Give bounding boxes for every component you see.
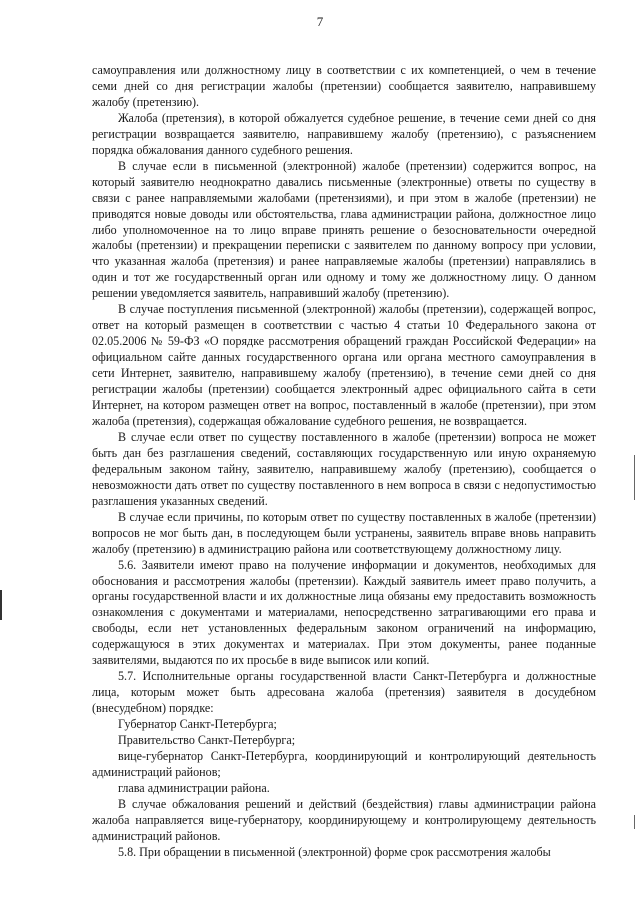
paragraph-secret-information: В случае если ответ по существу поставленного в жалобе (претензии) вопроса не может быть дан без разглашения сведений, составляющих государственную или иную охраняемую федеральным законом тайну, заявителю, направившему жалобу (претензию), сообщается о невозможности дать ответ по существу поставленного в нем вопроса в связи с недопустимостью разглашения указанных сведений. — [92, 429, 596, 508]
paragraph-court-decision: Жалоба (претензия), в которой обжалуется судебное решение, в течение семи дней со дня регистрации возвращается заявителю, направившему жалобу (претензию), с разъяснением порядка обжалования данного судебного решения. — [92, 110, 596, 157]
document-body — [92, 63, 596, 861]
list-item-vice-governor: вице-губернатор Санкт-Петербурга, координирующий и контролирующий деятельность администраций районов; — [92, 748, 596, 779]
list-item-government: Правительство Санкт-Петербурга; — [118, 733, 296, 748]
page-number: 7 — [316, 14, 324, 29]
paragraph-repeated-complaint: В случае если в письменной (электронной) жалобе (претензии) содержится вопрос, на который заявителю неоднократно давались письменные (электронные) ответы по существу в связи с ранее направляемыми жалобами (претензиями), и при этом в жалобе (претензии) не приводятся новые доводы или обстоятельства, глава администрации района, должностное лицо либо уполномоченное на то лицо вправе принять решение о безосновательности очередной жалобы (претензии) и прекращении переписки с заявителем по данному вопросу при условии, что указанная жалоба (претензия) и ранее направляемые жалобы (претензии) направлялись в один и тот же государственный орган или одному и тому же должностному лицу. О данном решении уведомляется заявитель, направивший жалобу (претензию). — [92, 158, 596, 301]
list-item-district-head: глава администрации района. — [118, 780, 270, 795]
paragraph-section-5-8: 5.8. При обращении в письменной (электронной) форме срок рассмотрения жалобы — [118, 844, 551, 859]
paragraph-reasons-eliminated: В случае если причины, по которым ответ по существу поставленных в жалобе (претензии) вопросов не мог быть дан, в последующем были устранены, заявитель вправе вновь направить жалобу (претензию) в администрацию района или соответствующему должностному лицу. — [92, 509, 596, 556]
paragraph-section-5-7: 5.7. Исполнительные органы государственной власти Санкт-Петербурга и должностные лица, которым может быть адресована жалоба (претензия) заявителя в досудебном (внесудебном) порядке: — [92, 669, 596, 716]
scan-margin-mark — [634, 455, 635, 500]
paragraph-continuation: самоуправления или должностному лицу в соответствии с их компетенцией, о чем в течение семи дней со дня регистрации жалобы (претензии) сообщается заявителю, направившему жалобу (претензию). — [92, 63, 596, 109]
scan-margin-mark — [634, 815, 635, 829]
paragraph-appeal-district-head: В случае обжалования решений и действий (бездействия) главы администрации района жалоба направляется вице-губернатору, координирующему и контролирующему деятельность администраций районов. — [92, 796, 596, 843]
scan-margin-mark — [0, 590, 2, 620]
paragraph-answer-published: В случае поступления письменной (электронной) жалобы (претензии), содержащей вопрос, ответ на который размещен в соответствии с частью 4 статьи 10 Федерального закона от 02.05.2006 № 59-ФЗ «О порядке рассмотрения обращений граждан Российской Федерации» на официальном сайте данных государственного органа или органа местного самоуправления в сети Интернет, заявителю, направившему жалобу (претензию), в течение семи дней со дня регистрации жалобы (претензии) сообщается электронный адрес официального сайта в сети Интернет, на котором размещен ответ на вопрос, поставленный в жалобе (претензии), при этом жалоба (претензия), содержащая обжалование судебного решения, не возвращается. — [92, 302, 596, 428]
paragraph-section-5-6: 5.6. Заявители имеют право на получение информации и документов, необходимых для обоснования и рассмотрения жалобы (претензии). Каждый заявитель имеет право получить, а органы государственной власти и их должностные лица обязаны ему предоставить возможность ознакомления с документами и материалами, непосредственно затрагивающими его права и свободы, если нет установленных федеральным законом ограничений на информацию, содержащуюся в этих документах и материалах. При этом документы, ранее поданные заявителями, выдаются по их просьбе в виде выписок или копий. — [92, 557, 596, 668]
list-item-governor: Губернатор Санкт-Петербурга; — [118, 717, 277, 732]
